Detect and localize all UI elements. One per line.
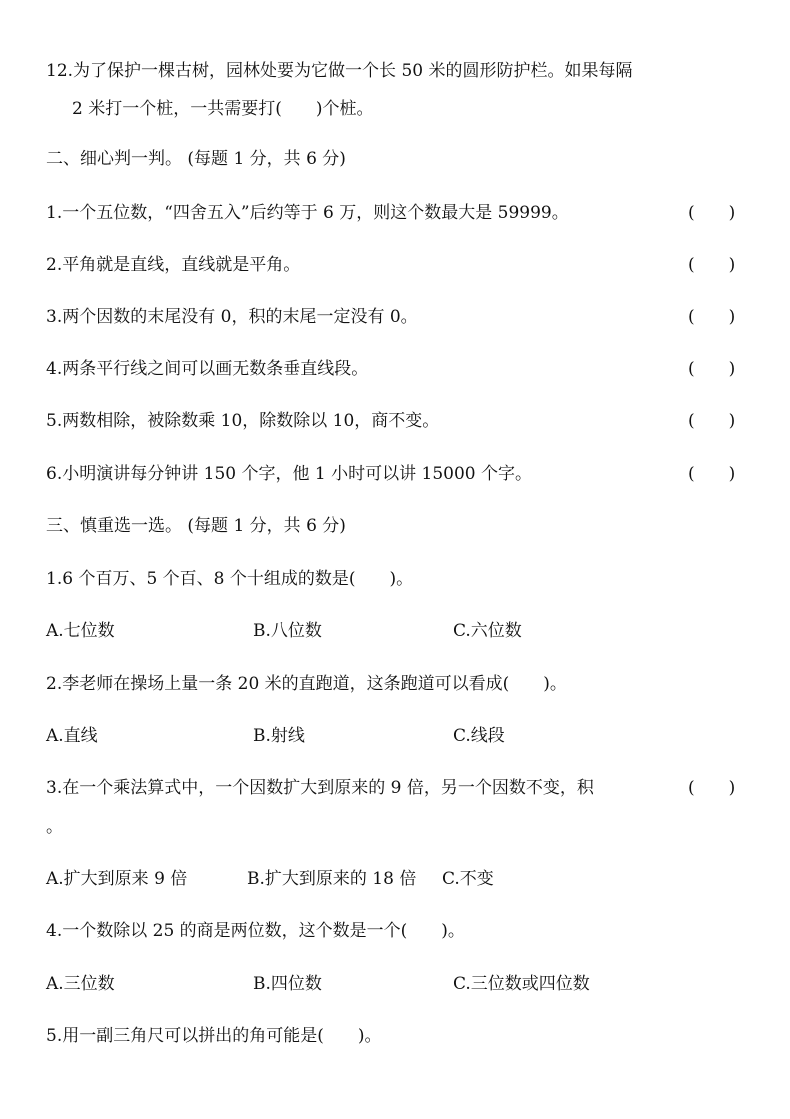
judge-item-3: 3.两个因数的末尾没有 0，积的末尾一定没有 0。 [46, 307, 418, 327]
choice-q1-stem: 1.6 个百万、5 个百、8 个十组成的数是( )。 [46, 569, 414, 589]
judge-answer-2[interactable]: ( ) [688, 255, 736, 275]
judge-answer-6[interactable]: ( ) [688, 464, 736, 484]
judge-item-1: 1.一个五位数，“四舍五入”后约等于 6 万，则这个数最大是 59999。 [46, 203, 569, 223]
section2-heading: 二、细心判一判。 (每题 1 分，共 6 分) [46, 149, 346, 169]
choice-q5-stem: 5.用一副三角尺可以拼出的角可能是( )。 [46, 1026, 382, 1046]
choice-q2-option-c[interactable]: C.线段 [453, 726, 505, 746]
judge-item-6: 6.小明演讲每分钟讲 150 个字，他 1 小时可以讲 15000 个字。 [46, 464, 532, 484]
choice-q2-stem: 2.李老师在操场上量一条 20 米的直跑道，这条跑道可以看成( )。 [46, 674, 567, 694]
choice-q2-option-a[interactable]: A.直线 [46, 726, 98, 746]
choice-q3-blank[interactable]: ( ) [688, 778, 736, 798]
choice-q4-option-b[interactable]: B.四位数 [253, 974, 322, 994]
judge-item-4: 4.两条平行线之间可以画无数条垂直线段。 [46, 359, 369, 379]
choice-q3-option-b[interactable]: B.扩大到原来的 18 倍 [247, 869, 417, 889]
section3-heading: 三、慎重选一选。 (每题 1 分，共 6 分) [46, 516, 346, 536]
judge-item-2: 2.平角就是直线，直线就是平角。 [46, 255, 301, 275]
judge-answer-5[interactable]: ( ) [688, 411, 736, 431]
choice-q4-option-a[interactable]: A.三位数 [46, 974, 115, 994]
choice-q1-option-b[interactable]: B.八位数 [253, 621, 322, 641]
choice-q3-option-c[interactable]: C.不变 [442, 869, 494, 889]
judge-answer-4[interactable]: ( ) [688, 359, 736, 379]
judge-item-5: 5.两数相除，被除数乘 10，除数除以 10，商不变。 [46, 411, 440, 431]
choice-q1-option-c[interactable]: C.六位数 [453, 621, 522, 641]
choice-q2-option-b[interactable]: B.射线 [253, 726, 305, 746]
judge-answer-3[interactable]: ( ) [688, 307, 736, 327]
choice-q3-period: 。 [46, 817, 63, 837]
choice-q1-option-a[interactable]: A.七位数 [46, 621, 115, 641]
choice-q3-option-a[interactable]: A.扩大到原来 9 倍 [46, 869, 188, 889]
question-12-line1: 12.为了保护一棵古树，园林处要为它做一个长 50 米的圆形防护栏。如果每隔 [46, 61, 633, 81]
choice-q4-stem: 4.一个数除以 25 的商是两位数，这个数是一个( )。 [46, 921, 465, 941]
question-12-line2: 2 米打一个桩，一共需要打( )个桩。 [72, 99, 374, 119]
choice-q3-stem: 3.在一个乘法算式中，一个因数扩大到原来的 9 倍，另一个因数不变，积 [46, 778, 594, 798]
choice-q4-option-c[interactable]: C.三位数或四位数 [453, 974, 590, 994]
judge-answer-1[interactable]: ( ) [688, 203, 736, 223]
